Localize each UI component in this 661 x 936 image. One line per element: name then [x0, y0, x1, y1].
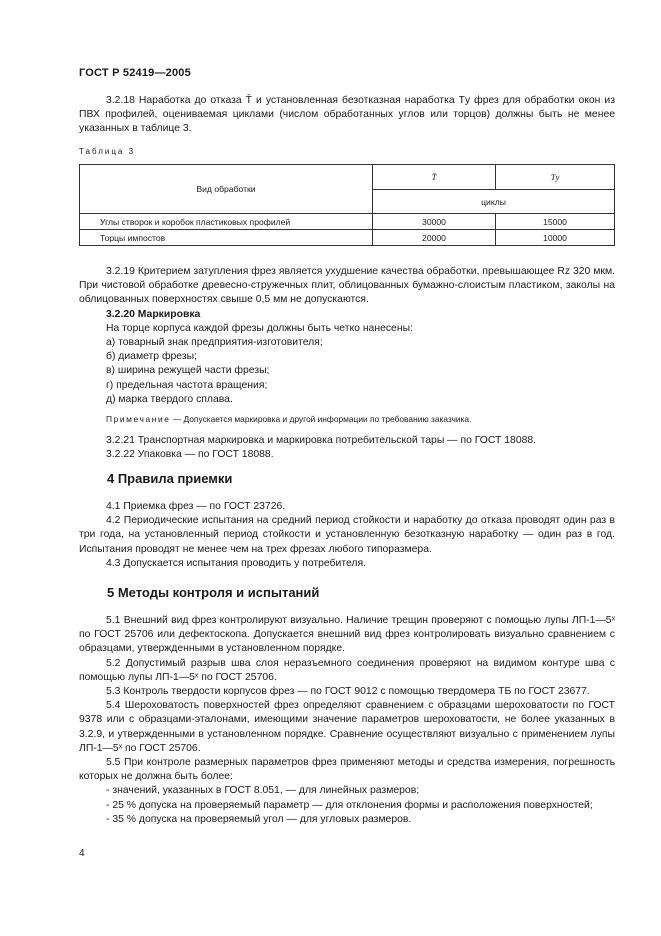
- clause-3-2-21: 3.2.21 Транспортная маркировка и маркировка потребительской тары — по ГОСТ 18088.: [106, 435, 537, 447]
- table-row: [80, 214, 615, 230]
- table-3: [79, 164, 615, 246]
- document-header: ГОСТ Р 52419—2005: [79, 67, 191, 79]
- note-text: — Допускается маркировка и другой информации по требованию заказчика.: [170, 414, 472, 425]
- marking-item: б) диаметр фрезы;: [106, 351, 197, 363]
- table-cell-t: 20000: [373, 230, 496, 246]
- table-cell-name: Торцы импостов: [80, 230, 373, 246]
- note: [79, 412, 615, 426]
- table-cell-ty: 10000: [496, 230, 615, 246]
- clause-5-3: 5.3 Контроль твердости корпусов фрез — по ГОСТ 9012 с помощью твердомера ТБ по ГОСТ 23677.: [106, 686, 590, 698]
- section-3-cont: [79, 265, 615, 463]
- clause-4-2: 4.2 Периодические испытания на средний период стойкости и наработку до отказа проводят один раз в три года, на установленный период стойкости и установленную безотказную наработку — один раз в год. Испытания проводят не менее чем на трех фрезах любого типоразмера.: [79, 515, 615, 555]
- clause-3-2-19: 3.2.19 Критерием затупления фрез является ухудшение качества обработки, превышающее Rz 320 мкм. При чистовой обработке древесно-стружечных плит, облицованных бумажно-слоистым пластиком, заколы на облицованных поверхностях свыше 0,5 мм не допускаются.: [79, 266, 615, 306]
- clause-3-2-20-intro: На торце корпуса каждой фрезы должны быть четко нанесены:: [106, 322, 413, 334]
- table-cell-name: Углы створок и коробок пластиковых профилей: [80, 214, 373, 230]
- page-number: 4: [79, 848, 85, 859]
- clause-5-5: 5.5 При контроле размерных параметров фрез применяют методы и средства измерения, погрешность которых не должна быть более:: [79, 757, 615, 783]
- table-unit: циклы: [373, 190, 615, 214]
- clause-3-2-18-text: 3.2.18 Наработка до отказа T̄ и установленная безотказная наработка Tу фрез для обработки окон из ПВХ профилей, оцениваемая циклами (числом обработанных углов или торцов) должны быть не менее указанных в таблице 3.: [79, 95, 615, 135]
- clause-3-2-18: [79, 94, 615, 137]
- marking-item: г) предельная частота вращения;: [106, 379, 268, 391]
- table-caption: Таблица 3: [79, 147, 136, 156]
- list-item: - значений, указанных в ГОСТ 8.051, — для линейных размеров;: [106, 785, 420, 797]
- clause-4-3: 4.3 Допускается испытания проводить у потребителя.: [106, 557, 367, 569]
- table-header-t: T̄: [373, 165, 496, 190]
- table-cell-ty: 15000: [496, 214, 615, 230]
- clause-3-2-20-title: 3.2.20 Маркировка: [106, 308, 201, 320]
- table-header-ty: Tу: [496, 165, 615, 190]
- marking-item: а) товарный знак предприятия-изготовителя;: [106, 337, 323, 349]
- section-5-body: [79, 614, 615, 827]
- table-header-type: Вид обработки: [80, 165, 373, 214]
- list-item: - 35 % допуска на проверяемый угол — для угловых размеров.: [106, 813, 412, 825]
- section-4-title: 4 Правила приемки: [107, 471, 233, 486]
- table-row: [80, 230, 615, 246]
- list-item: - 25 % допуска на проверяемый параметр — для отклонения формы и расположения поверхностей;: [106, 799, 593, 811]
- clause-3-2-22: 3.2.22 Упаковка — по ГОСТ 18088.: [106, 449, 274, 461]
- section-5-title: 5 Методы контроля и испытаний: [107, 585, 320, 600]
- clause-5-4: 5.4 Шероховатость поверхностей фрез определяют сравнением с образцами шероховатости по ГОСТ 9378 или с образцами-эталонами, имеющими значение параметров шероховатости, не более указанных в 3.2.9, и утвержденными в установленном порядке. Сравнение осуществляют визуально с применением лупы ЛП-1—5ˣ по ГОСТ 25706.: [79, 700, 615, 754]
- clause-5-1: 5.1 Внешний вид фрез контролируют визуально. Наличие трещин проверяют с помощью лупы ЛП-1—5ˣ по ГОСТ 25706 или дефектоскопа. Допускается внешний вид фрез контролировать визуально сравнением с образцами, утвержденными в установленном порядке.: [79, 615, 615, 655]
- note-label: Примечание: [106, 414, 171, 425]
- section-4-body: [79, 500, 615, 571]
- clause-5-2: 5.2 Допустимый разрыв шва слоя неразъемного соединения проверяют на видимом контуре шва с помощью лупы ЛП-1—5ˣ по ГОСТ 25706.: [79, 657, 615, 683]
- marking-item: д) марка твердого сплава.: [106, 393, 233, 405]
- marking-item: в) ширина режущей части фрезы;: [106, 365, 270, 377]
- table-cell-t: 30000: [373, 214, 496, 230]
- clause-4-1: 4.1 Приемка фрез — по ГОСТ 23726.: [106, 501, 286, 512]
